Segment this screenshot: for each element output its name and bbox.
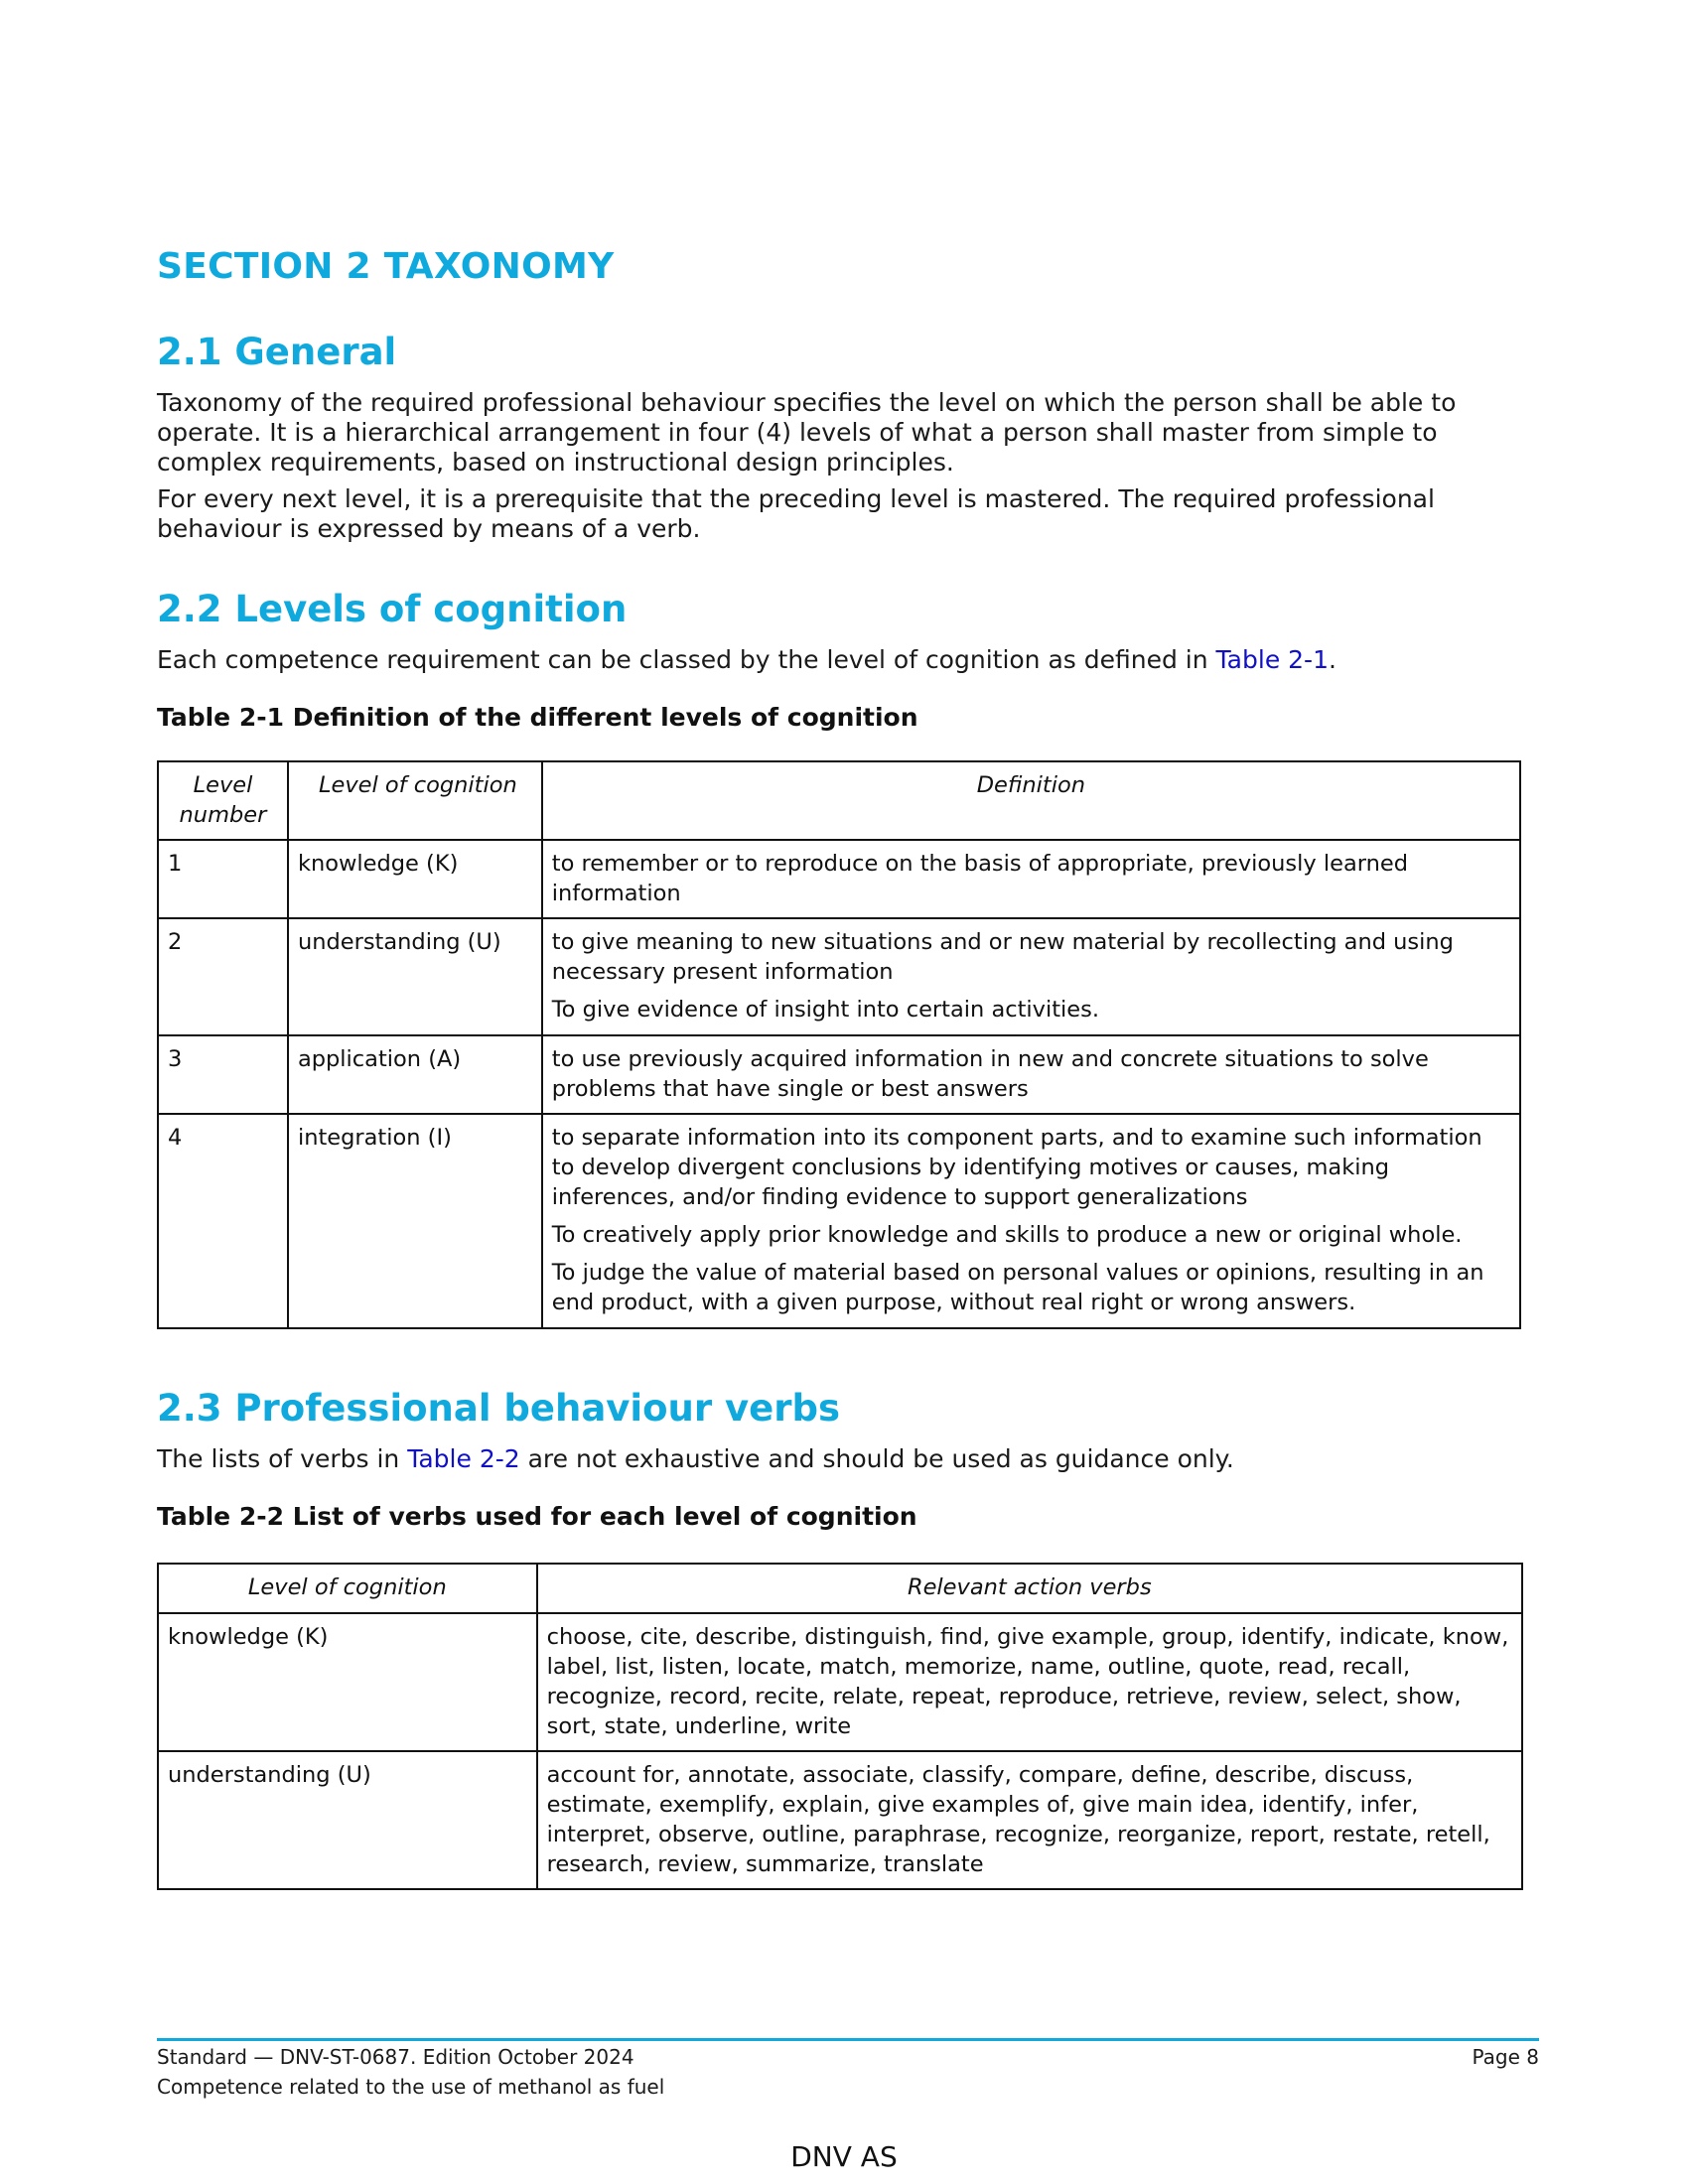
table-2-2-link[interactable]: Table 2-2 [407, 1444, 520, 1473]
level-number-cell: 3 [158, 1035, 288, 1114]
levels-heading: 2.2 Levels of cognition [157, 588, 628, 630]
table-2-2 [157, 1563, 1523, 1890]
table-2-1-caption: Table 2-1 Definition of the different levels of cognition [157, 703, 918, 732]
footer-subtitle: Competence related to the use of methanol as fuel [157, 2075, 665, 2099]
verbs-heading: 2.3 Professional behaviour verbs [157, 1387, 840, 1430]
levels-intro [157, 645, 1537, 675]
general-heading: 2.1 General [157, 331, 397, 373]
footer-divider [157, 2038, 1539, 2041]
definition-text: to separate information into its component parts, and to examine such information to develop divergent conclusions by identifying motives or causes, making inferences, and/or finding evidence to support generalizations [551, 1125, 1482, 1210]
table-row [158, 840, 1520, 918]
definition-text: to remember or to reproduce on the basis of appropriate, previously learned information [551, 851, 1408, 906]
definition-text: To creatively apply prior knowledge and skills to produce a new or original whole. [551, 1222, 1463, 1248]
header-relevant-action-verbs: Relevant action verbs [537, 1564, 1522, 1613]
definition-cell [542, 1035, 1520, 1114]
definition-cell [542, 918, 1520, 1035]
table-2-2-caption: Table 2-2 List of verbs used for each level of cognition [157, 1502, 917, 1531]
level-number-cell: 1 [158, 840, 288, 918]
level-name-cell: understanding (U) [158, 1751, 537, 1889]
level-name-cell: knowledge (K) [158, 1613, 537, 1751]
header-level-number: Level number [158, 761, 288, 840]
level-number-cell: 2 [158, 918, 288, 1035]
general-paragraph-2: For every next level, it is a prerequisite that the preceding level is mastered. The required professional behaviour is expressed by means of a verb. [157, 484, 1435, 543]
level-number-cell: 4 [158, 1114, 288, 1328]
level-name-cell: application (A) [288, 1035, 542, 1114]
table-header-row [158, 761, 1520, 840]
table-header-row [158, 1564, 1522, 1613]
verbs-cell: choose, cite, describe, distinguish, find, give example, group, identify, indicate, know, label, list, listen, locate, match, memorize, name, outline, quote, read, recall, recognize, record, recite, relate, repeat, reproduce, retrieve, review, select, show, sort, state, underline, write [537, 1613, 1522, 1751]
verbs-intro-text: The lists of verbs in [157, 1444, 408, 1473]
table-row [158, 1114, 1520, 1328]
header-level-of-cognition: Level of cognition [288, 761, 542, 840]
table-2-1-link[interactable]: Table 2-1 [1215, 645, 1329, 674]
definition-cell [542, 840, 1520, 918]
level-name-cell: knowledge (K) [288, 840, 542, 918]
footer-standard: Standard — DNV-ST-0687. Edition October 2024 [157, 2045, 634, 2069]
footer-page-number: Page 8 [1472, 2045, 1539, 2069]
table-2-1 [157, 760, 1521, 1329]
table-row [158, 1751, 1522, 1889]
levels-intro-end: . [1328, 645, 1336, 674]
footer-company: DNV AS [790, 2140, 898, 2173]
level-name-cell: understanding (U) [288, 918, 542, 1035]
header-definition: Definition [542, 761, 1520, 840]
definition-text: to use previously acquired information in new and concrete situations to solve problems that have single or best answers [551, 1046, 1429, 1102]
verbs-cell: account for, annotate, associate, classify, compare, define, describe, discuss, estimate, exemplify, explain, give examples of, give main idea, identify, infer, interpret, observe, outline, paraphrase, recognize, reorganize, report, restate, retell, research, review, summarize, translate [537, 1751, 1522, 1889]
definition-cell [542, 1114, 1520, 1328]
definition-text: to give meaning to new situations and or new material by recollecting and using necessary present information [551, 929, 1454, 985]
definition-text: To judge the value of material based on personal values or opinions, resulting in an end product, with a given purpose, without real right or wrong answers. [551, 1260, 1484, 1315]
levels-intro-text: Each competence requirement can be classed by the level of cognition as defined in [157, 645, 1216, 674]
table-row [158, 918, 1520, 1035]
level-name-cell: integration (I) [288, 1114, 542, 1328]
header-level-of-cognition: Level of cognition [158, 1564, 537, 1613]
table-row [158, 1035, 1520, 1114]
definition-text: To give evidence of insight into certain activities. [551, 997, 1100, 1023]
table-row [158, 1613, 1522, 1751]
verbs-intro [157, 1444, 1537, 1474]
section-title: SECTION 2 TAXONOMY [157, 246, 615, 287]
verbs-intro-end: are not exhaustive and should be used as guidance only. [519, 1444, 1234, 1473]
general-paragraph-1: Taxonomy of the required professional behaviour specifies the level on which the person shall be able to operate. It is a hierarchical arrangement in four (4) levels of what a person shall master from simple to complex requirements, based on instructional design principles. [157, 388, 1457, 477]
